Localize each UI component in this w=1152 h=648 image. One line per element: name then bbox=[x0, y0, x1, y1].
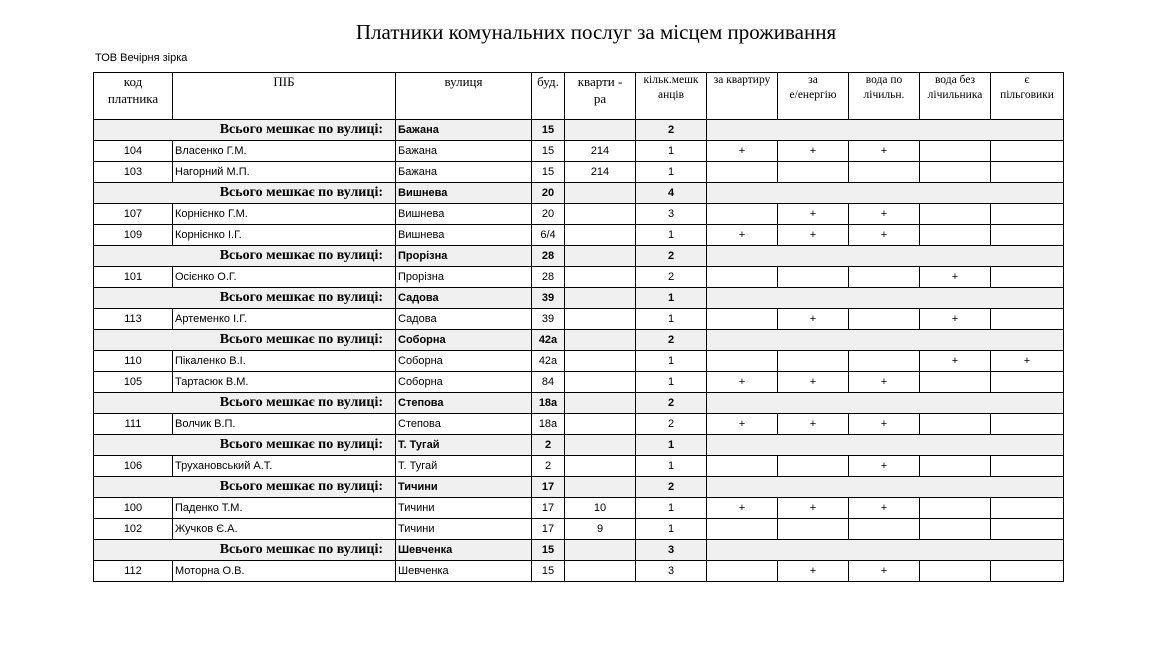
cell-energy: + bbox=[778, 204, 849, 225]
cell-street: Соборна bbox=[396, 351, 532, 372]
cell-code: 106 bbox=[94, 456, 173, 477]
summary-total: 2 bbox=[636, 120, 707, 141]
cell-water-no-meter bbox=[920, 141, 991, 162]
cell-apartment bbox=[565, 456, 636, 477]
cell-street: Вишнева bbox=[396, 225, 532, 246]
summary-total: 4 bbox=[636, 183, 707, 204]
cell-name: Корнієнко Г.М. bbox=[173, 204, 396, 225]
cell-street: Бажана bbox=[396, 162, 532, 183]
summary-empty bbox=[565, 246, 636, 267]
cell-apartment bbox=[565, 309, 636, 330]
summary-empty bbox=[565, 120, 636, 141]
cell-water-no-meter bbox=[920, 519, 991, 540]
header-name: ПІБ bbox=[173, 73, 396, 120]
cell-building: 17 bbox=[532, 519, 565, 540]
cell-water-no-meter bbox=[920, 162, 991, 183]
cell-code: 104 bbox=[94, 141, 173, 162]
header-row bbox=[94, 73, 1064, 120]
cell-benefit bbox=[991, 372, 1064, 393]
company-name: ТОВ Вечірня зірка bbox=[95, 52, 188, 64]
cell-apartment bbox=[565, 372, 636, 393]
cell-building: 28 bbox=[532, 267, 565, 288]
table-row bbox=[94, 141, 1064, 162]
header-water-no-meter: вода без лічильника bbox=[920, 73, 991, 120]
summary-building: 39 bbox=[532, 288, 565, 309]
summary-empty bbox=[565, 477, 636, 498]
summary-blank bbox=[707, 393, 1064, 414]
cell-code: 105 bbox=[94, 372, 173, 393]
summary-total: 3 bbox=[636, 540, 707, 561]
cell-residents: 2 bbox=[636, 267, 707, 288]
cell-per-apartment bbox=[707, 561, 778, 582]
cell-benefit: + bbox=[991, 351, 1064, 372]
cell-name: Волчик В.П. bbox=[173, 414, 396, 435]
cell-water-meter bbox=[849, 519, 920, 540]
summary-street: Шевченка bbox=[396, 540, 532, 561]
cell-code: 109 bbox=[94, 225, 173, 246]
summary-empty bbox=[565, 330, 636, 351]
summary-building: 28 bbox=[532, 246, 565, 267]
cell-residents: 1 bbox=[636, 498, 707, 519]
cell-water-meter bbox=[849, 162, 920, 183]
cell-building: 84 bbox=[532, 372, 565, 393]
summary-street: Бажана bbox=[396, 120, 532, 141]
cell-energy bbox=[778, 456, 849, 477]
cell-building: 18а bbox=[532, 414, 565, 435]
cell-benefit bbox=[991, 162, 1064, 183]
street-summary-row bbox=[94, 246, 1064, 267]
summary-label: Всього мешкає по вулиці: bbox=[94, 288, 396, 309]
cell-street: Тичини bbox=[396, 498, 532, 519]
cell-water-no-meter bbox=[920, 414, 991, 435]
cell-residents: 1 bbox=[636, 141, 707, 162]
summary-street: Прорізна bbox=[396, 246, 532, 267]
summary-building: 2 bbox=[532, 435, 565, 456]
summary-street: Соборна bbox=[396, 330, 532, 351]
street-summary-row bbox=[94, 435, 1064, 456]
cell-street: Шевченка bbox=[396, 561, 532, 582]
summary-blank bbox=[707, 120, 1064, 141]
summary-street: Садова bbox=[396, 288, 532, 309]
cell-residents: 1 bbox=[636, 372, 707, 393]
summary-label: Всього мешкає по вулиці: bbox=[94, 477, 396, 498]
cell-benefit bbox=[991, 414, 1064, 435]
cell-water-no-meter bbox=[920, 561, 991, 582]
cell-water-no-meter: + bbox=[920, 309, 991, 330]
cell-building: 2 bbox=[532, 456, 565, 477]
cell-code: 110 bbox=[94, 351, 173, 372]
summary-label: Всього мешкає по вулиці: bbox=[94, 183, 396, 204]
cell-benefit bbox=[991, 309, 1064, 330]
street-summary-row bbox=[94, 183, 1064, 204]
cell-benefit bbox=[991, 141, 1064, 162]
cell-water-no-meter: + bbox=[920, 351, 991, 372]
street-summary-row bbox=[94, 540, 1064, 561]
cell-energy: + bbox=[778, 309, 849, 330]
cell-apartment bbox=[565, 225, 636, 246]
summary-blank bbox=[707, 330, 1064, 351]
cell-energy bbox=[778, 267, 849, 288]
cell-per-apartment: + bbox=[707, 498, 778, 519]
cell-per-apartment bbox=[707, 267, 778, 288]
payers-table bbox=[93, 72, 1064, 582]
summary-building: 18а bbox=[532, 393, 565, 414]
summary-total: 2 bbox=[636, 330, 707, 351]
cell-name: Паденко Т.М. bbox=[173, 498, 396, 519]
header-benefit: є пільговики bbox=[991, 73, 1064, 120]
summary-street: Степова bbox=[396, 393, 532, 414]
cell-apartment bbox=[565, 414, 636, 435]
cell-name: Нагорний М.П. bbox=[173, 162, 396, 183]
summary-label: Всього мешкає по вулиці: bbox=[94, 246, 396, 267]
table-row bbox=[94, 414, 1064, 435]
cell-apartment: 10 bbox=[565, 498, 636, 519]
cell-water-meter: + bbox=[849, 414, 920, 435]
cell-building: 6/4 bbox=[532, 225, 565, 246]
summary-total: 2 bbox=[636, 393, 707, 414]
cell-water-meter bbox=[849, 309, 920, 330]
header-apartment: кварти - ра bbox=[565, 73, 636, 120]
cell-per-apartment bbox=[707, 162, 778, 183]
header-water-meter: вода по лічильн. bbox=[849, 73, 920, 120]
summary-label: Всього мешкає по вулиці: bbox=[94, 540, 396, 561]
cell-energy: + bbox=[778, 498, 849, 519]
summary-empty bbox=[565, 288, 636, 309]
cell-water-meter: + bbox=[849, 225, 920, 246]
cell-energy bbox=[778, 519, 849, 540]
cell-energy bbox=[778, 162, 849, 183]
summary-blank bbox=[707, 288, 1064, 309]
cell-name: Тартасюк В.М. bbox=[173, 372, 396, 393]
cell-benefit bbox=[991, 561, 1064, 582]
cell-per-apartment: + bbox=[707, 141, 778, 162]
cell-apartment bbox=[565, 267, 636, 288]
summary-blank bbox=[707, 246, 1064, 267]
summary-total: 2 bbox=[636, 477, 707, 498]
cell-residents: 1 bbox=[636, 162, 707, 183]
cell-water-no-meter bbox=[920, 456, 991, 477]
header-per-apartment: за квартиру bbox=[707, 73, 778, 120]
table-row bbox=[94, 309, 1064, 330]
cell-energy bbox=[778, 351, 849, 372]
summary-empty bbox=[565, 540, 636, 561]
table-row bbox=[94, 162, 1064, 183]
cell-apartment: 214 bbox=[565, 162, 636, 183]
table-row bbox=[94, 267, 1064, 288]
cell-per-apartment bbox=[707, 204, 778, 225]
cell-apartment bbox=[565, 351, 636, 372]
cell-street: Вишнева bbox=[396, 204, 532, 225]
cell-per-apartment bbox=[707, 351, 778, 372]
cell-water-no-meter: + bbox=[920, 267, 991, 288]
summary-blank bbox=[707, 435, 1064, 456]
cell-benefit bbox=[991, 204, 1064, 225]
cell-water-no-meter bbox=[920, 372, 991, 393]
cell-street: Прорізна bbox=[396, 267, 532, 288]
cell-apartment: 214 bbox=[565, 141, 636, 162]
cell-energy: + bbox=[778, 561, 849, 582]
summary-building: 15 bbox=[532, 120, 565, 141]
table-row bbox=[94, 225, 1064, 246]
cell-building: 39 bbox=[532, 309, 565, 330]
cell-energy: + bbox=[778, 141, 849, 162]
cell-benefit bbox=[991, 225, 1064, 246]
summary-label: Всього мешкає по вулиці: bbox=[94, 393, 396, 414]
summary-building: 15 bbox=[532, 540, 565, 561]
cell-street: Т. Тугай bbox=[396, 456, 532, 477]
cell-name: Жучков Є.А. bbox=[173, 519, 396, 540]
cell-energy: + bbox=[778, 414, 849, 435]
cell-code: 107 bbox=[94, 204, 173, 225]
summary-empty bbox=[565, 183, 636, 204]
summary-street: Вишнева bbox=[396, 183, 532, 204]
summary-label: Всього мешкає по вулиці: bbox=[94, 330, 396, 351]
table-row bbox=[94, 456, 1064, 477]
table-body bbox=[94, 120, 1064, 582]
street-summary-row bbox=[94, 330, 1064, 351]
table-row bbox=[94, 372, 1064, 393]
cell-street: Степова bbox=[396, 414, 532, 435]
cell-residents: 2 bbox=[636, 414, 707, 435]
summary-street: Тичини bbox=[396, 477, 532, 498]
cell-code: 113 bbox=[94, 309, 173, 330]
cell-residents: 1 bbox=[636, 351, 707, 372]
header-residents: кільк.мешк анців bbox=[636, 73, 707, 120]
cell-code: 112 bbox=[94, 561, 173, 582]
cell-apartment bbox=[565, 561, 636, 582]
cell-water-meter: + bbox=[849, 456, 920, 477]
cell-code: 102 bbox=[94, 519, 173, 540]
header-street: вулиця bbox=[396, 73, 532, 120]
cell-building: 15 bbox=[532, 162, 565, 183]
cell-energy: + bbox=[778, 372, 849, 393]
cell-name: Моторна О.В. bbox=[173, 561, 396, 582]
summary-building: 17 bbox=[532, 477, 565, 498]
summary-blank bbox=[707, 540, 1064, 561]
table-row bbox=[94, 519, 1064, 540]
cell-water-meter: + bbox=[849, 498, 920, 519]
cell-water-no-meter bbox=[920, 225, 991, 246]
cell-water-meter bbox=[849, 351, 920, 372]
cell-water-meter: + bbox=[849, 204, 920, 225]
summary-street: Т. Тугай bbox=[396, 435, 532, 456]
cell-street: Садова bbox=[396, 309, 532, 330]
table-row bbox=[94, 498, 1064, 519]
cell-name: Пікаленко В.І. bbox=[173, 351, 396, 372]
cell-residents: 1 bbox=[636, 309, 707, 330]
cell-name: Осієнко О.Г. bbox=[173, 267, 396, 288]
report-title: Платники комунальних послуг за місцем проживання bbox=[355, 20, 837, 44]
cell-building: 42а bbox=[532, 351, 565, 372]
cell-residents: 3 bbox=[636, 561, 707, 582]
header-building: буд. bbox=[532, 73, 565, 120]
cell-name: Корнієнко І.Г. bbox=[173, 225, 396, 246]
summary-building: 20 bbox=[532, 183, 565, 204]
cell-per-apartment bbox=[707, 519, 778, 540]
cell-per-apartment: + bbox=[707, 414, 778, 435]
cell-apartment bbox=[565, 204, 636, 225]
cell-code: 101 bbox=[94, 267, 173, 288]
summary-building: 42а bbox=[532, 330, 565, 351]
cell-building: 20 bbox=[532, 204, 565, 225]
cell-water-meter: + bbox=[849, 141, 920, 162]
cell-benefit bbox=[991, 456, 1064, 477]
cell-name: Артеменко І.Г. bbox=[173, 309, 396, 330]
cell-water-meter: + bbox=[849, 372, 920, 393]
cell-water-no-meter bbox=[920, 204, 991, 225]
cell-name: Трухановський А.Т. bbox=[173, 456, 396, 477]
cell-per-apartment: + bbox=[707, 225, 778, 246]
table-row bbox=[94, 561, 1064, 582]
street-summary-row bbox=[94, 393, 1064, 414]
cell-code: 103 bbox=[94, 162, 173, 183]
cell-street: Бажана bbox=[396, 141, 532, 162]
cell-building: 15 bbox=[532, 141, 565, 162]
cell-per-apartment bbox=[707, 309, 778, 330]
cell-water-no-meter bbox=[920, 498, 991, 519]
cell-residents: 1 bbox=[636, 225, 707, 246]
cell-water-meter bbox=[849, 267, 920, 288]
cell-building: 17 bbox=[532, 498, 565, 519]
cell-name: Власенко Г.М. bbox=[173, 141, 396, 162]
header-code: код платника bbox=[94, 73, 173, 120]
cell-residents: 1 bbox=[636, 456, 707, 477]
cell-benefit bbox=[991, 267, 1064, 288]
cell-street: Тичини bbox=[396, 519, 532, 540]
street-summary-row bbox=[94, 288, 1064, 309]
street-summary-row bbox=[94, 477, 1064, 498]
cell-code: 111 bbox=[94, 414, 173, 435]
cell-residents: 3 bbox=[636, 204, 707, 225]
cell-street: Соборна bbox=[396, 372, 532, 393]
summary-blank bbox=[707, 183, 1064, 204]
summary-label: Всього мешкає по вулиці: bbox=[94, 435, 396, 456]
table-row bbox=[94, 204, 1064, 225]
summary-blank bbox=[707, 477, 1064, 498]
street-summary-row bbox=[94, 120, 1064, 141]
cell-per-apartment bbox=[707, 456, 778, 477]
cell-code: 100 bbox=[94, 498, 173, 519]
summary-empty bbox=[565, 393, 636, 414]
cell-benefit bbox=[991, 519, 1064, 540]
summary-total: 2 bbox=[636, 246, 707, 267]
summary-total: 1 bbox=[636, 435, 707, 456]
summary-total: 1 bbox=[636, 288, 707, 309]
summary-label: Всього мешкає по вулиці: bbox=[94, 120, 396, 141]
cell-residents: 1 bbox=[636, 519, 707, 540]
summary-empty bbox=[565, 435, 636, 456]
cell-apartment: 9 bbox=[565, 519, 636, 540]
table-row bbox=[94, 351, 1064, 372]
cell-water-meter: + bbox=[849, 561, 920, 582]
cell-energy: + bbox=[778, 225, 849, 246]
cell-per-apartment: + bbox=[707, 372, 778, 393]
cell-building: 15 bbox=[532, 561, 565, 582]
cell-benefit bbox=[991, 498, 1064, 519]
header-energy: за е/енергію bbox=[778, 73, 849, 120]
